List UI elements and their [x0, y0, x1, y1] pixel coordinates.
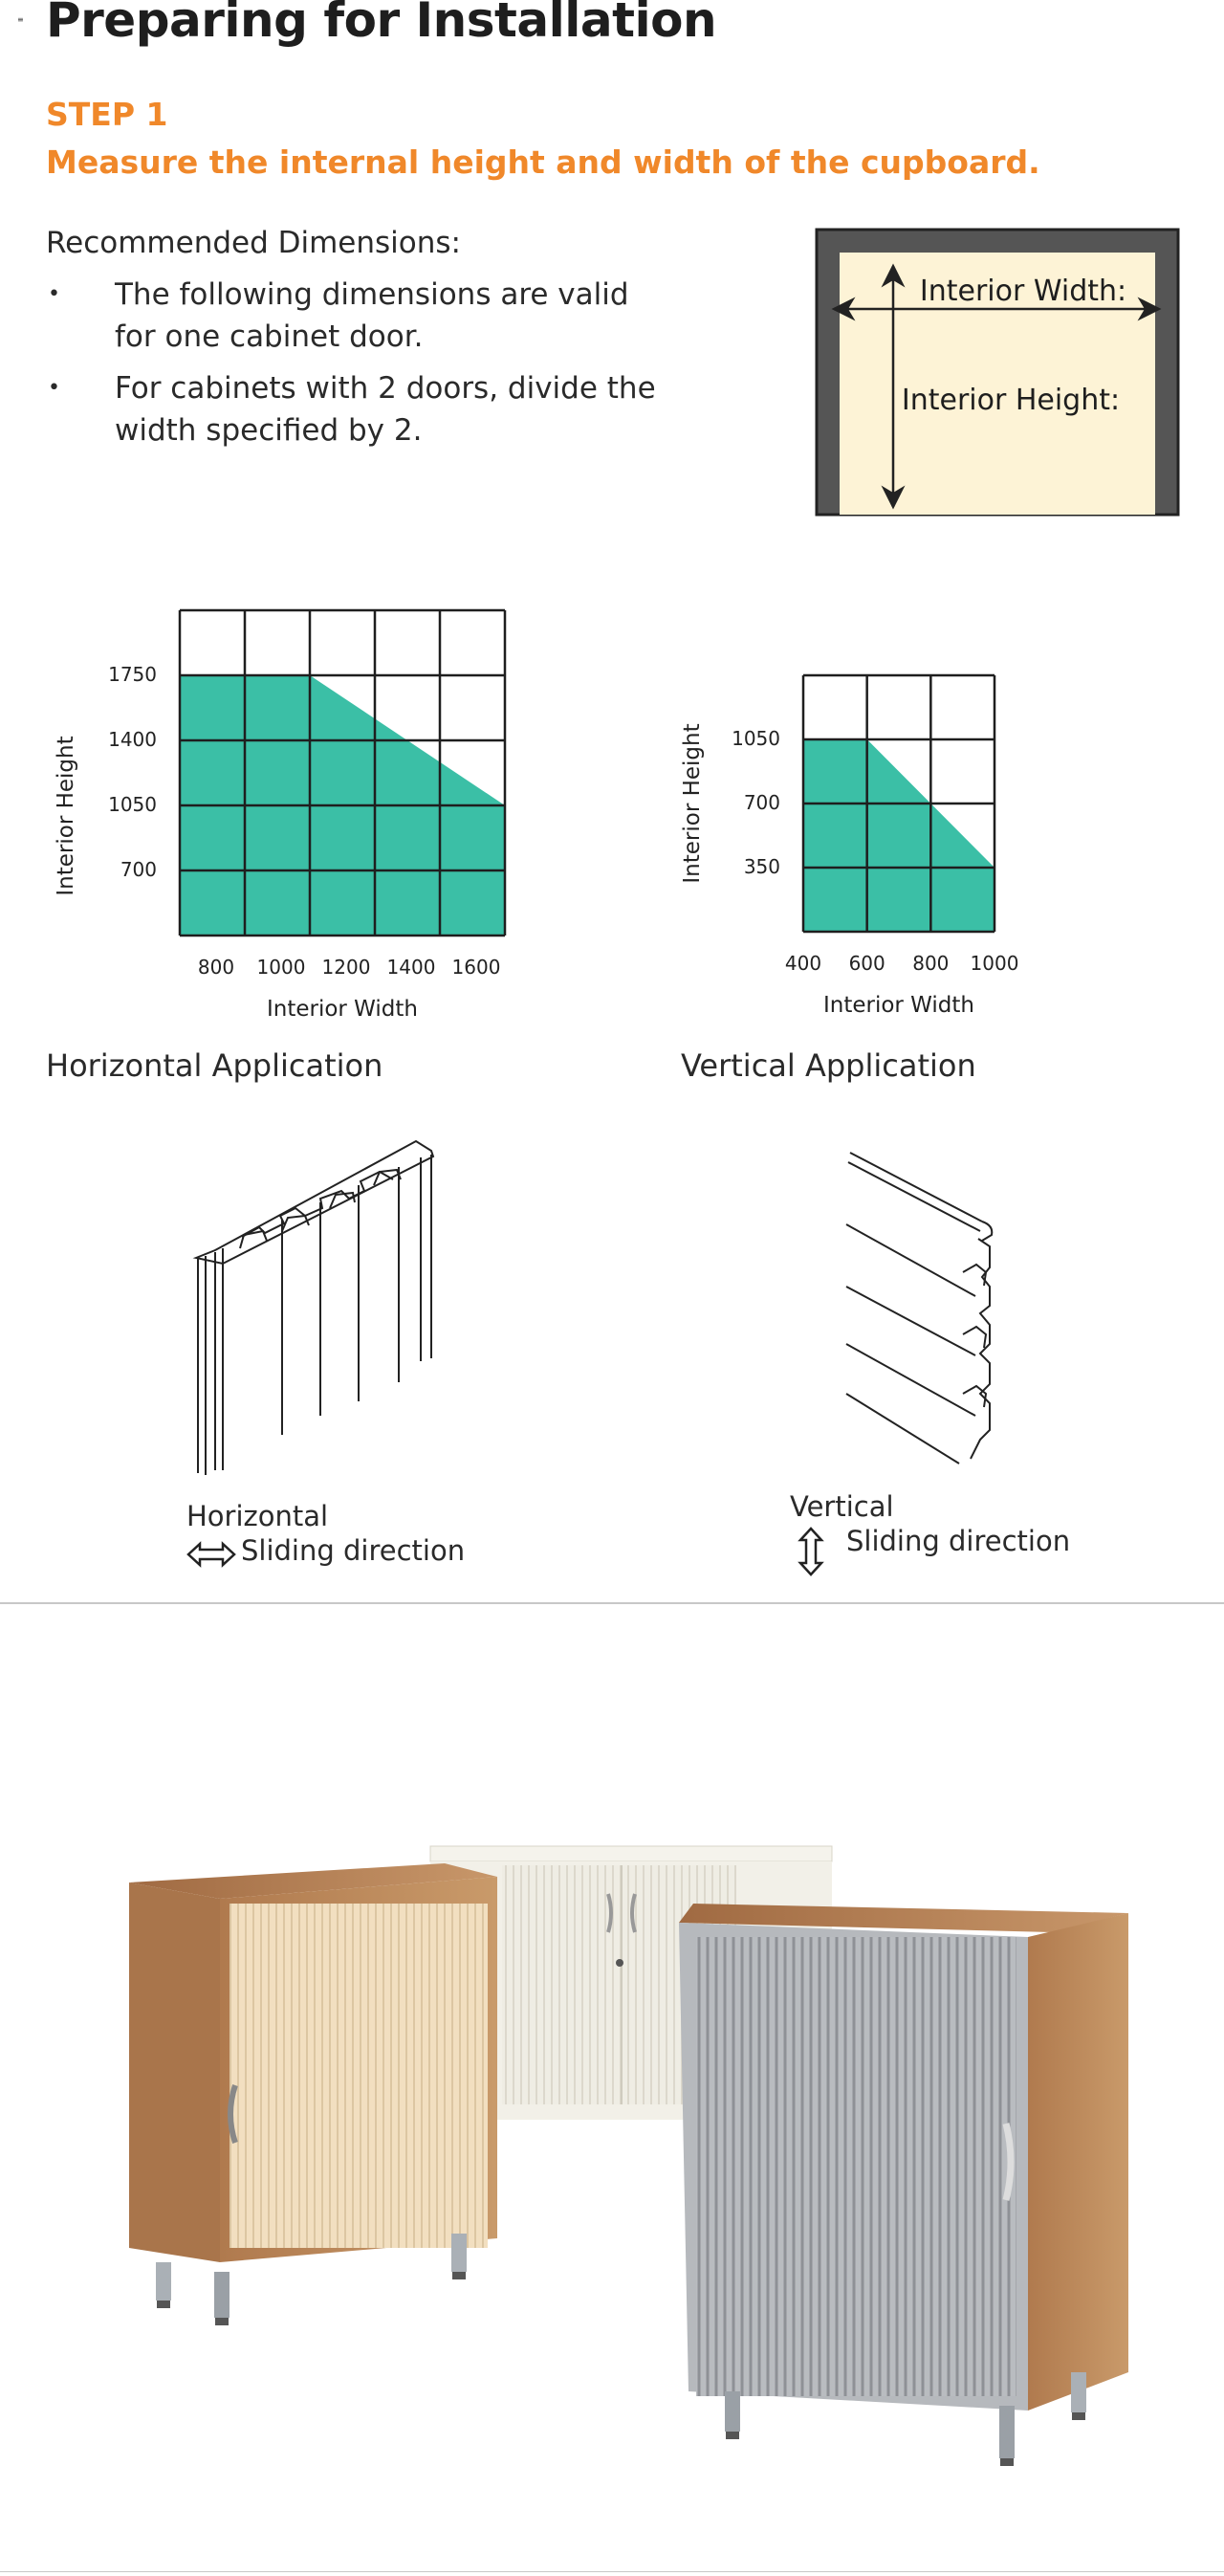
chart-x-tick-label: 600	[848, 952, 885, 975]
step-description: Measure the internal height and width of the cupboard.	[46, 143, 1040, 181]
vertical-chart	[674, 660, 1057, 1033]
section-divider	[0, 1602, 1224, 1604]
chart-y-tick-label: 1050	[732, 727, 780, 750]
chart-area-fill	[803, 739, 994, 932]
chart-x-tick-label: 800	[912, 952, 950, 975]
chart-y-tick-label: 350	[743, 855, 780, 878]
recommended-bullet-1	[48, 274, 679, 358]
double-arrow-vertical-icon	[797, 1527, 825, 1576]
bottom-divider	[0, 2571, 1224, 2572]
vertical-slats-illustration	[837, 1143, 1009, 1473]
chart-x-tick-label: 1600	[451, 956, 501, 979]
cabinets-photo	[0, 1798, 1224, 2487]
recommended-bullet-2	[48, 367, 679, 451]
chart-x-tick-label: 400	[784, 952, 822, 975]
horizontal-sliding-label: Sliding direction	[241, 1534, 466, 1567]
vertical-label: Vertical	[790, 1490, 894, 1523]
page-marker: ≡	[17, 15, 24, 24]
double-arrow-horizontal-icon	[186, 1541, 236, 1568]
chart-x-tick-label: 1000	[970, 952, 1019, 975]
chart-y-tick-label: 700	[743, 791, 780, 814]
chart-x-tick-label: 1000	[256, 956, 306, 979]
chart-x-tick-label: 1400	[386, 956, 436, 979]
vertical-application-caption: Vertical Application	[681, 1047, 976, 1084]
chart-y-tick-label: 700	[120, 858, 157, 881]
recommended-title: Recommended Dimensions:	[46, 226, 461, 260]
chart-y-tick-label: 1400	[108, 728, 157, 751]
chart-y-tick-label: 1750	[108, 663, 157, 686]
vertical-sliding-label: Sliding direction	[846, 1525, 1071, 1557]
horizontal-slats-illustration	[186, 1124, 435, 1478]
step-number: STEP 1	[46, 96, 168, 133]
chart-x-tick-label: 800	[197, 956, 235, 979]
bullet-dot: •	[48, 282, 60, 306]
bullet-text: For cabinets with 2 doors, divide the width specified by 2.	[115, 371, 656, 448]
silver-cabinet	[679, 1904, 1128, 2466]
interior-width-label: Interior Width:	[919, 275, 1127, 308]
chart-y-tick-label: 1050	[108, 793, 157, 816]
page-title: Preparing for Installation	[46, 0, 717, 48]
wood-cabinet	[129, 1863, 497, 2325]
chart-x-axis-label: Interior Width	[266, 997, 419, 1022]
chart-x-axis-label: Interior Width	[822, 993, 975, 1018]
chart-y-axis-label: Interior Height	[54, 736, 78, 896]
chart-y-axis-label: Interior Height	[680, 723, 705, 884]
bullet-dot: •	[48, 376, 60, 400]
chart-x-tick-label: 1200	[321, 956, 371, 979]
horizontal-application-caption: Horizontal Application	[46, 1047, 383, 1084]
cupboard-diagram	[815, 228, 1180, 517]
interior-height-label: Interior Height:	[901, 384, 1121, 417]
bullet-text: The following dimensions are valid for one cabinet door.	[115, 277, 629, 354]
horizontal-chart	[48, 593, 564, 1033]
horizontal-label: Horizontal	[186, 1500, 329, 1532]
